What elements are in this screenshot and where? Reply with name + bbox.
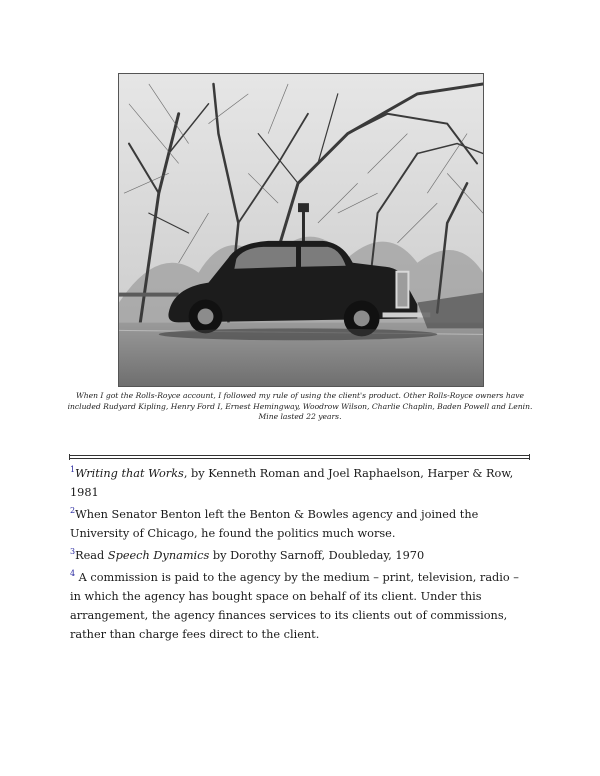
footnote-divider-right-cap xyxy=(529,454,530,460)
footnote-3 xyxy=(70,546,532,565)
footnote-1 xyxy=(70,464,532,502)
footnote-4-number[interactable]: 4 xyxy=(70,569,76,579)
footnote-4-text: A commission is paid to the agency by the medium – print, television, radio – in which the agency has bought space on behalf of its client. Under this arrangement, the agency finances services to its clients out of commissions, rather than charge fees direct to the client. xyxy=(70,571,519,641)
footnote-2-number[interactable]: 2 xyxy=(70,506,76,516)
footnote-3-title: Speech Dynamics xyxy=(107,549,210,562)
footnotes xyxy=(70,464,532,647)
footnote-2-text: When Senator Benton left the Benton & Bowles agency and joined the University of Chicago, he found the politics much worse. xyxy=(70,508,479,540)
footnote-3-text: by Dorothy Sarnoff, Doubleday, 1970 xyxy=(209,549,425,562)
footnote-2 xyxy=(70,505,532,543)
footnote-divider xyxy=(70,455,530,459)
footnote-3-pre: Read xyxy=(75,549,108,562)
footnote-3-number[interactable]: 3 xyxy=(70,547,76,557)
photo-caption: When I got the Rolls-Royce account, I followed my rule of using the client's product. Other Rolls-Royce owners have included Rudyard Kipling, Henry Ford I, Ernest Hemingway, Woodrow Wilson, Charlie Chaplin, Baden Powell and Lenin. Mine lasted 22 years. xyxy=(67,391,533,422)
footnote-divider-left-cap xyxy=(69,454,70,460)
footnote-1-title: Writing that Works xyxy=(75,467,184,480)
footnote-1-number[interactable]: 1 xyxy=(70,465,76,475)
footnote-4 xyxy=(70,568,532,644)
footnote-1-text: , by Kenneth Roman and Joel Raphaelson, Harper & Row, 1981 xyxy=(70,467,514,499)
rolls-royce-photo xyxy=(118,73,484,387)
car-photo-illustration xyxy=(119,74,483,386)
